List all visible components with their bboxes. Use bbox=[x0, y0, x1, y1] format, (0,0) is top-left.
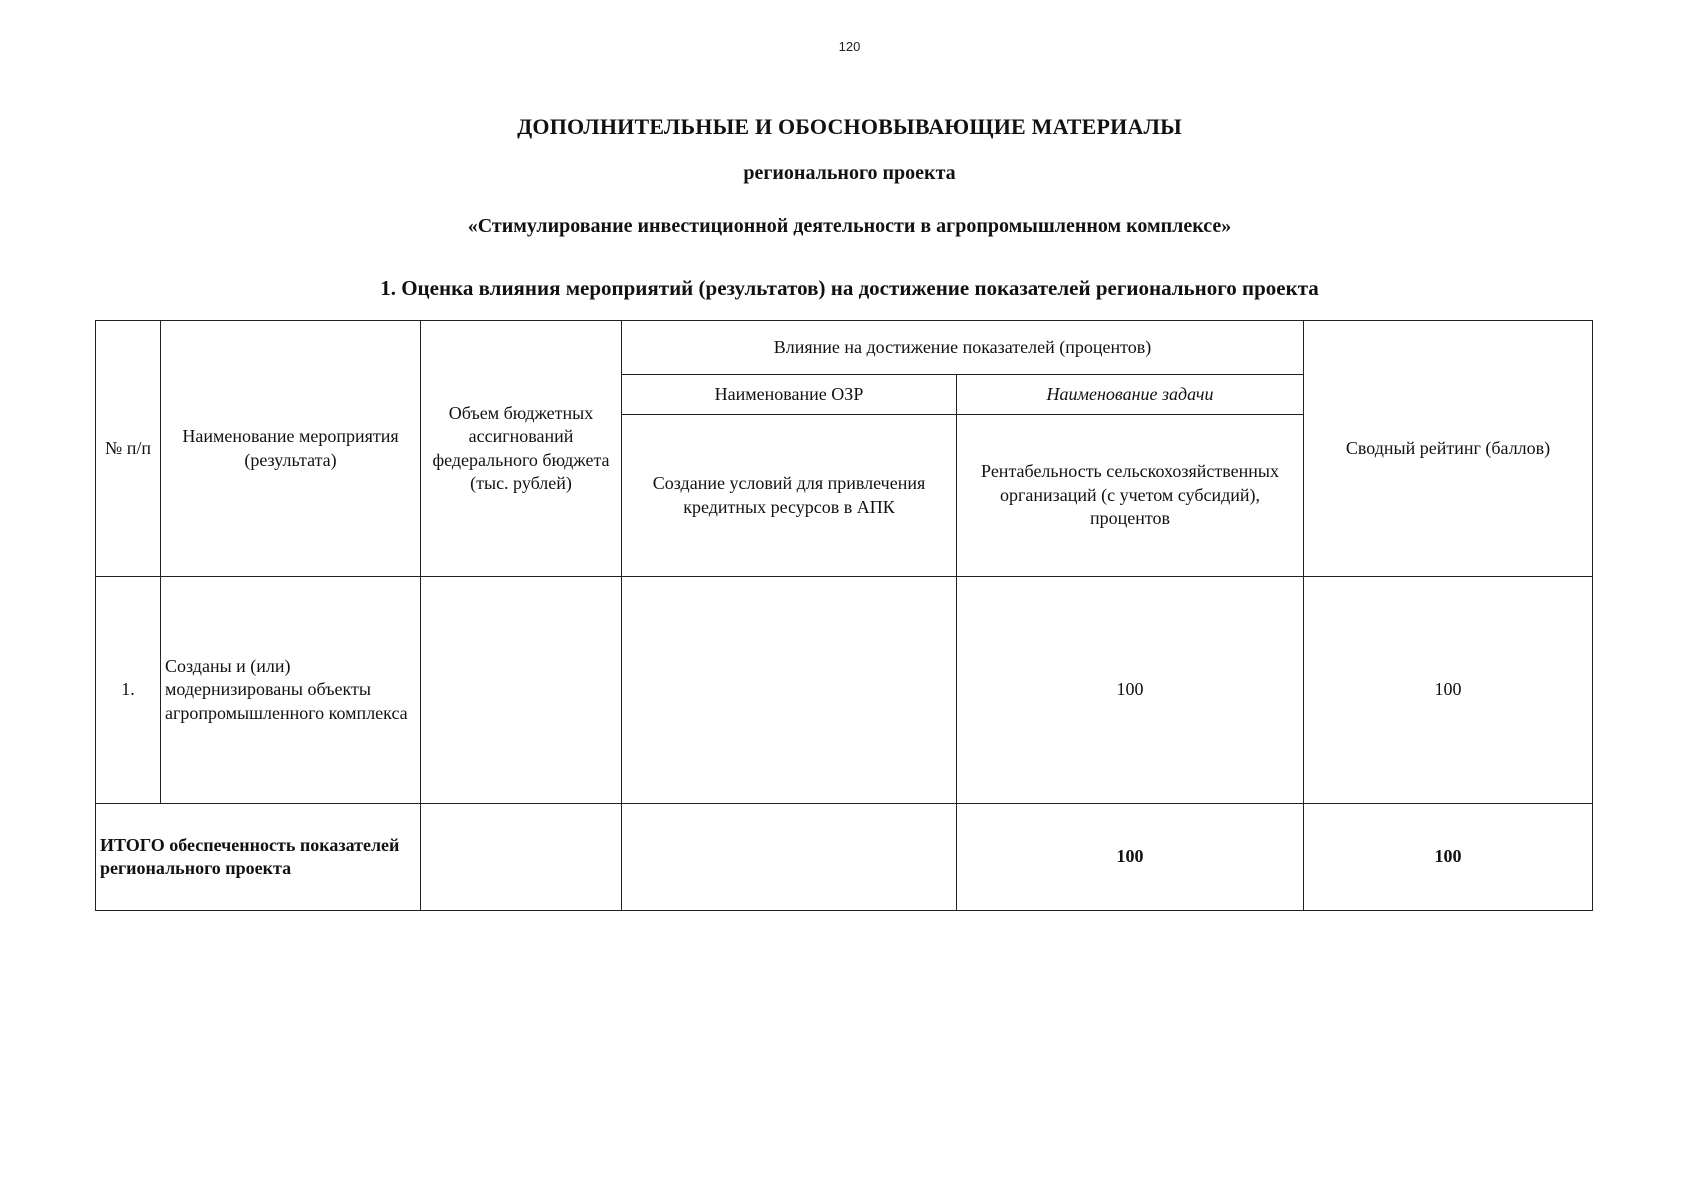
total-task-value: 100 bbox=[957, 804, 1304, 911]
total-budget bbox=[421, 804, 622, 911]
header-number: № п/п bbox=[96, 321, 161, 577]
header-activity: Наименование мероприятия (результата) bbox=[161, 321, 421, 577]
total-rating: 100 bbox=[1304, 804, 1593, 911]
header-influence: Влияние на достижение показателей (процентов) bbox=[622, 321, 1304, 375]
page-number: 120 bbox=[838, 39, 861, 54]
header-row-1 bbox=[96, 321, 1593, 375]
row-budget bbox=[421, 577, 622, 804]
project-name: «Стимулирование инвестиционной деятельности в агропромышленном комплексе» bbox=[467, 215, 1232, 237]
header-task-name: Наименование задачи bbox=[957, 375, 1304, 415]
header-ozr-value: Создание условий для привлечения кредитных ресурсов в АПК bbox=[622, 415, 957, 577]
total-row bbox=[96, 804, 1593, 911]
header-task-value: Рентабельность сельскохозяйственных организаций (с учетом субсидий), процентов bbox=[957, 415, 1304, 577]
table-row bbox=[96, 577, 1593, 804]
total-label: ИТОГО обеспеченность показателей регионального проекта bbox=[96, 804, 421, 911]
header-budget: Объем бюджетных ассигнований федерального бюджета (тыс. рублей) bbox=[421, 321, 622, 577]
row-activity: Созданы и (или) модернизированы объекты агропромышленного комплекса bbox=[161, 577, 421, 804]
evaluation-table bbox=[95, 320, 1593, 911]
document-title: ДОПОЛНИТЕЛЬНЫЕ И ОБОСНОВЫВАЮЩИЕ МАТЕРИАЛЫ bbox=[517, 114, 1182, 139]
header-ozr-name: Наименование ОЗР bbox=[622, 375, 957, 415]
row-rating: 100 bbox=[1304, 577, 1593, 804]
header-rating: Сводный рейтинг (баллов) bbox=[1304, 321, 1593, 577]
row-task-value: 100 bbox=[957, 577, 1304, 804]
row-ozr bbox=[622, 577, 957, 804]
section-heading: 1. Оценка влияния мероприятий (результатов) на достижение показателей регионального проекта bbox=[380, 276, 1319, 300]
document-subtitle: регионального проекта bbox=[743, 162, 956, 184]
row-number: 1. bbox=[96, 577, 161, 804]
total-ozr bbox=[622, 804, 957, 911]
